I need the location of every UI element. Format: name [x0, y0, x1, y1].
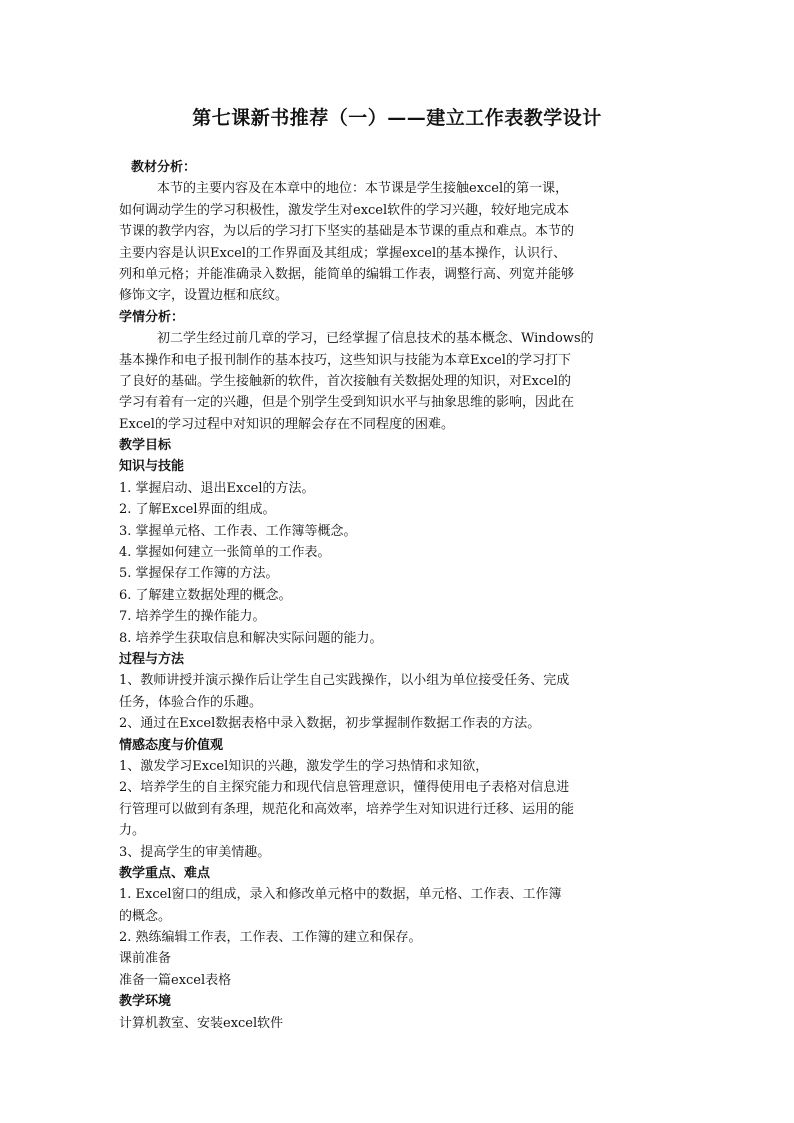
- text-line: 节课的教学内容，为以后的学习打下坚实的基础是本节课的重点和难点。本节的: [119, 224, 575, 240]
- text-line: 1、激发学习Excel知识的兴趣，激发学生的学习热情和求知欲，: [119, 758, 489, 774]
- text-line: 2. 熟练编辑工作表，工作表、工作簿的建立和保存。: [119, 930, 422, 946]
- document-title: 第七课新书推荐（一）——建立工作表教学设计: [192, 107, 602, 129]
- text-line: 2、通过在Excel数据表格中录入数据，初步掌握制作数据工作表的方法。: [119, 716, 541, 732]
- section-heading: 过程与方法: [119, 651, 185, 667]
- section-heading: 情感态度与价值观: [119, 737, 224, 753]
- text-line: 修饰文字，设置边框和底纹。: [119, 288, 289, 304]
- text-line: 8. 培养学生获取信息和解决实际问题的能力。: [119, 630, 383, 646]
- text-line: 本节的主要内容及在本章中的地位：本节课是学生接触excel的第一课，: [157, 181, 569, 197]
- text-line: 如何调动学生的学习积极性，激发学生对excel软件的学习兴趣，较好地完成本: [119, 202, 570, 218]
- text-line: 2、培养学生的自主探究能力和现代信息管理意识，懂得使用电子表格对信息进: [119, 780, 570, 796]
- document-body: [119, 157, 675, 1034]
- text-line: 4. 掌握如何建立一张简单的工作表。: [119, 545, 331, 561]
- text-line: 任务，体验合作的乐趣。: [119, 694, 263, 710]
- text-line: 的概念。: [119, 908, 172, 924]
- text-line: Excel的学习过程中对知识的理解会存在不同程度的困难。: [119, 416, 454, 432]
- text-line: 1. 掌握启动、退出Excel的方法。: [119, 480, 315, 496]
- text-line: 课前准备: [119, 951, 172, 967]
- text-line: 3、提高学生的审美情趣。: [119, 844, 271, 860]
- text-line: 2. 了解Excel界面的组成。: [119, 502, 276, 518]
- text-line: 3. 掌握单元格、工作表、工作簿等概念。: [119, 523, 357, 539]
- section-heading: 教学重点、难点: [119, 865, 211, 881]
- section-heading: 知识与技能: [119, 459, 185, 475]
- section-heading: 教学目标: [119, 438, 172, 454]
- text-line: 7. 培养学生的操作能力。: [119, 609, 266, 625]
- section-heading: 教学环境: [119, 994, 172, 1010]
- text-line: 计算机教室、安装excel软件: [119, 1015, 284, 1031]
- text-line: 学习有着有一定的兴趣，但是个别学生受到知识水平与抽象思维的影响，因此在: [119, 395, 575, 411]
- text-line: 了良好的基础。学生接触新的软件，首次接触有关数据处理的知识，对Excel的: [119, 373, 571, 389]
- text-line: 1、教师讲授并演示操作后让学生自己实践操作，以小组为单位接受任务、完成: [119, 673, 570, 689]
- text-line: 准备一篇excel表格: [119, 972, 232, 988]
- text-line: 行管理可以做到有条理，规范化和高效率，培养学生对知识进行迁移、运用的能: [119, 801, 575, 817]
- text-line: 力。: [119, 823, 146, 839]
- section-heading: 学情分析：: [119, 309, 185, 325]
- section-heading: 教材分析：: [131, 160, 197, 175]
- text-line: 5. 掌握保存工作簿的方法。: [119, 566, 279, 582]
- text-line: 基本操作和电子报刊制作的基本技巧，这些知识与技能为本章Excel的学习打下: [119, 352, 571, 368]
- text-line: 主要内容是认识Excel的工作界面及其组成；掌握excel的基本操作，认识行、: [119, 245, 567, 261]
- text-line: 6. 了解建立数据处理的概念。: [119, 587, 292, 603]
- text-line: 1. Excel窗口的组成，录入和修改单元格中的数据，单元格、工作表、工作簿: [119, 887, 562, 903]
- text-line: 初二学生经过前几章的学习，已经掌握了信息技术的基本概念、Windows的: [157, 331, 594, 347]
- text-line: 列和单元格；并能准确录入数据，能简单的编辑工作表，调整行高、列宽并能够: [119, 266, 575, 282]
